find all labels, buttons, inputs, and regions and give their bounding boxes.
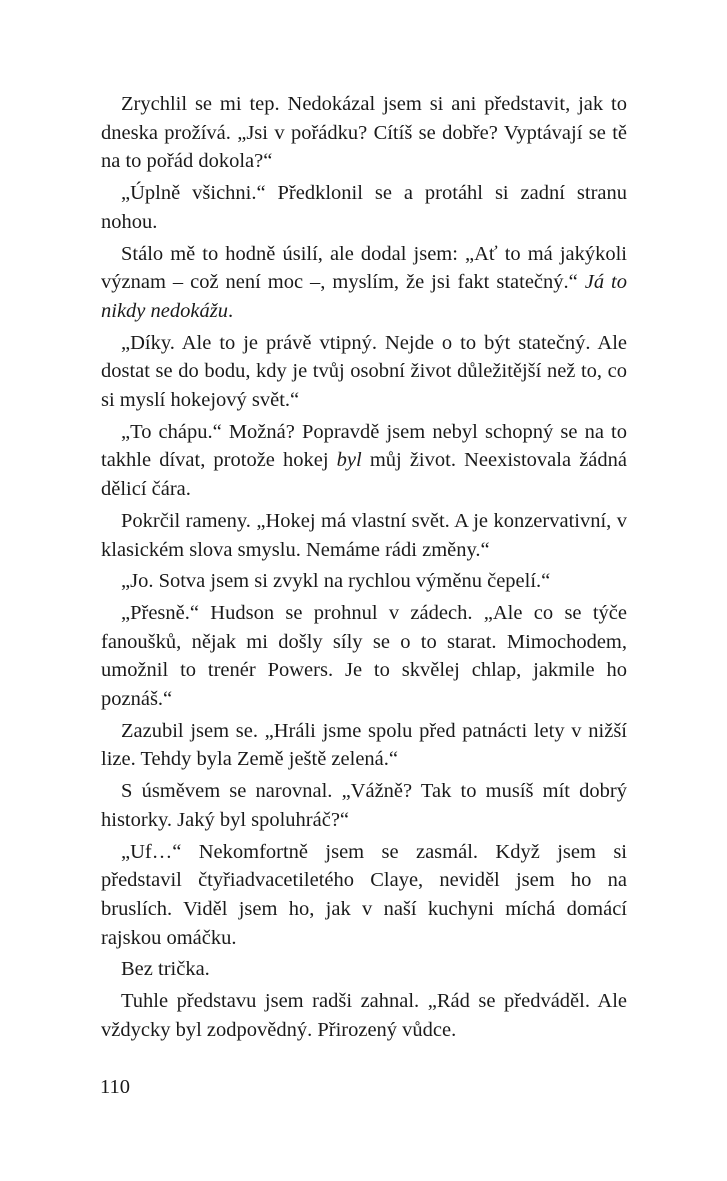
- paragraph: [101, 240, 627, 326]
- paragraph: [101, 955, 627, 984]
- paragraph: [101, 507, 627, 564]
- text-run: Zrychlil se mi tep. Nedokázal jsem si ani představit, jak to dneska prožívá. „Jsi v pořádku? Cítíš se dobře? Vyptávají se tě na to pořád dokola?“: [101, 93, 627, 173]
- text-run: „Díky. Ale to je právě vtipný. Nejde o to být statečný. Ale dostat se do bodu, kdy je tvůj osobní život důležitější než to, co si myslí hokejový svět.“: [101, 331, 627, 412]
- paragraph: [101, 90, 627, 176]
- text-run: „Přesně.“ Hudson se prohnul v zádech. „Ale co se týče fanoušků, nějak mi došly síly se o to starat. Mimochodem, umožnil to trenér Powers. Je to skvělej chlap, jakmile ho poznáš.“: [101, 601, 627, 711]
- text-run: Bez trička.: [121, 958, 210, 981]
- paragraph: [101, 599, 627, 714]
- text-run: Zazubil jsem se. „Hráli jsme spolu před patnácti lety v nižší lize. Tehdy byla Země ještě zelená.“: [101, 719, 627, 771]
- page-number: 110: [100, 1076, 130, 1098]
- paragraph: [101, 777, 627, 834]
- paragraph: [101, 567, 627, 596]
- text-run: „Uf…“ Nekomfortně jsem se zasmál. Když jsem si představil čtyřiadvacetiletého Claye, neviděl jsem ho na bruslích. Viděl jsem ho, jak v naší kuchyni míchá domácí rajskou omáčku.: [101, 840, 627, 949]
- book-page-text: [101, 90, 627, 1048]
- italic-text: byl: [336, 449, 362, 472]
- text-run: S úsměvem se narovnal. „Vážně? Tak to musíš mít dobrý historky. Jaký byl spoluhráč?“: [101, 780, 627, 831]
- paragraph: [101, 179, 627, 236]
- text-run: můj život. Neexistovala žádná dělicí čára.: [101, 449, 627, 501]
- paragraph: [101, 418, 627, 504]
- paragraph: [101, 717, 627, 774]
- paragraph: [101, 838, 627, 953]
- text-run: „Jo. Sotva jsem si zvykl na rychlou výměnu čepelí.“: [121, 570, 551, 593]
- paragraph: [101, 329, 627, 415]
- text-run: Tuhle představu jsem radši zahnal. „Rád se předváděl. Ale vždycky byl zodpovědný. Přirozený vůdce.: [101, 990, 627, 1041]
- text-run: .: [227, 299, 234, 322]
- text-run: Pokrčil rameny. „Hokej má vlastní svět. A je konzervativní, v klasickém slova smyslu. Nemáme rádi změny.“: [101, 509, 627, 561]
- text-run: „To chápu.“ Možná? Popravdě jsem nebyl schopný se na to takhle dívat, protože hokej: [101, 420, 627, 472]
- text-run: Stálo mě to hodně úsilí, ale dodal jsem: „Ať to má jakýkoli význam – což není moc –, myslím, že jsi fakt statečný.“: [101, 242, 627, 294]
- italic-text: Já to nikdy nedokážu: [101, 271, 627, 322]
- paragraph: [101, 987, 627, 1044]
- text-run: „Úplně všichni.“ Předklonil se a protáhl si zadní stranu nohou.: [101, 182, 627, 233]
